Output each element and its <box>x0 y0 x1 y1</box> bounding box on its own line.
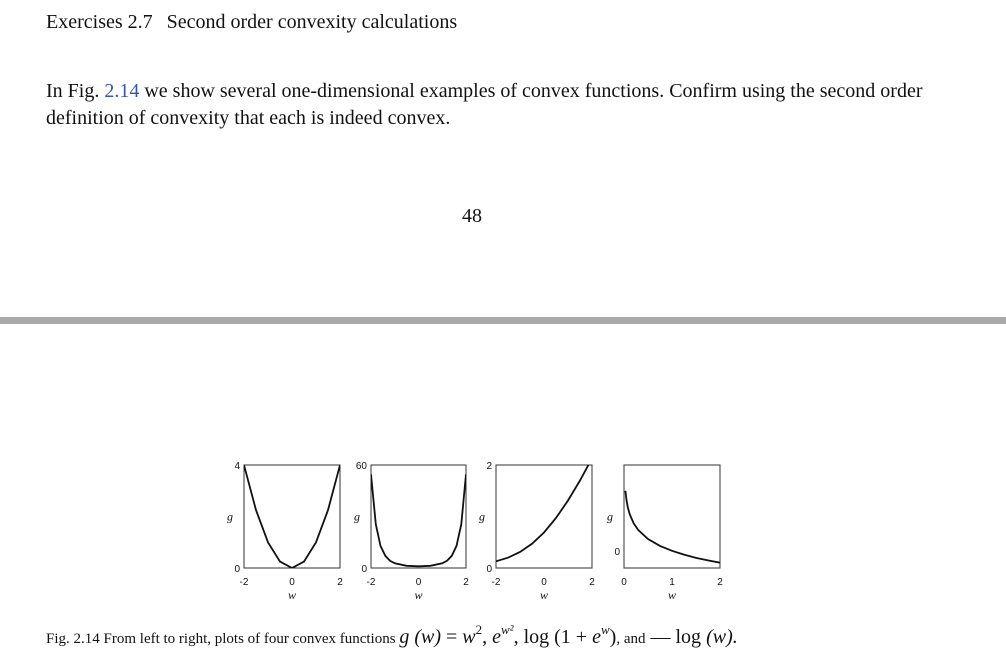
plot-2-ylabel: g <box>354 509 360 524</box>
plot-2-xtick-label: 2 <box>463 577 469 588</box>
math-g: g <box>399 626 410 648</box>
plot-3-frame <box>496 465 592 568</box>
plot-1-xtick-label: 2 <box>337 577 343 588</box>
math-equals: = <box>440 626 463 648</box>
plot-2-frame <box>371 465 466 568</box>
plot-3-ytick-label: 2 <box>486 461 492 472</box>
math-exp-w2: w² <box>501 622 514 637</box>
plot-4-frame <box>624 465 720 568</box>
math-exp-w: w <box>600 622 610 637</box>
caption-label: Fig. 2.14 <box>46 631 100 647</box>
plot-1-ylabel: g <box>227 509 233 524</box>
plot-1-xlabel: w <box>287 588 297 602</box>
plot-3-xtick-label: 0 <box>541 577 547 588</box>
plot-2-xtick-label: 0 <box>415 577 422 588</box>
caption-math <box>399 622 617 648</box>
plot-4-ylabel: g <box>607 509 613 524</box>
plot-3-ylabel: g <box>479 509 485 524</box>
plot-3-xtick-label: -2 <box>491 577 501 588</box>
plot-1-curve <box>244 465 340 568</box>
math-w-arg: (w) <box>414 626 441 648</box>
math-one-plus: (1 + <box>549 626 593 648</box>
math-minus-log: — log <box>645 626 702 648</box>
math-log: log <box>523 626 550 648</box>
exercise-heading <box>46 11 457 34</box>
plot-1-ytick-label: 0 <box>234 564 240 575</box>
exercise-number: Exercises 2.7 <box>46 11 153 33</box>
math-e: e <box>492 626 501 648</box>
page-divider <box>0 317 1006 324</box>
math-square: 2 <box>475 622 483 637</box>
plot-3-ytick-label: 0 <box>486 564 492 575</box>
figure-reference-link[interactable]: 2.14 <box>104 80 140 102</box>
plot-4-xtick-label: 1 <box>669 577 675 588</box>
plot-3-curve <box>496 458 592 561</box>
plot-4-xtick-label: 0 <box>621 577 627 588</box>
caption-text: From left to right, plots of four convex functions <box>99 631 400 647</box>
convex-functions-figure <box>200 455 740 605</box>
math-comma: , <box>482 626 493 648</box>
plot-1-ytick-label: 4 <box>234 461 240 472</box>
math-w: w <box>462 626 476 648</box>
plot-2-xtick-label: -2 <box>366 577 376 588</box>
plot-3-xtick-label: 2 <box>589 577 595 588</box>
page-number: 48 <box>462 205 482 227</box>
math-close-paren: ) <box>609 626 617 648</box>
plot-2-ytick-label: 0 <box>361 564 367 575</box>
plot-4-xlabel: w <box>667 588 677 602</box>
math-w-tail: (w). <box>701 626 738 648</box>
figure-caption <box>46 622 738 649</box>
plot-3-xlabel: w <box>539 588 549 602</box>
caption-math-2 <box>646 626 738 648</box>
exercise-body <box>46 78 946 132</box>
body-text-end: we show several one-dimensional examples of convex functions. Confirm using the second order definition of convexity that each is indeed convex. <box>46 80 923 129</box>
plot-4-ytick-label: 0 <box>614 546 620 558</box>
math-comma-2: , <box>513 626 524 648</box>
math-e-2: e <box>592 626 601 648</box>
plot-2-xlabel: w <box>414 588 423 602</box>
plot-4-curve <box>625 491 720 563</box>
exercise-title: Second order convexity calculations <box>166 11 458 33</box>
plot-1-xtick-label: -2 <box>239 577 249 588</box>
plot-2-curve <box>371 474 466 566</box>
plot-4-xtick-label: 2 <box>717 577 723 588</box>
caption-and: , and <box>616 631 646 647</box>
plot-2-ytick-label: 60 <box>355 461 367 472</box>
body-text-start: In Fig. <box>46 80 105 102</box>
plot-1-xtick-label: 0 <box>289 577 295 588</box>
